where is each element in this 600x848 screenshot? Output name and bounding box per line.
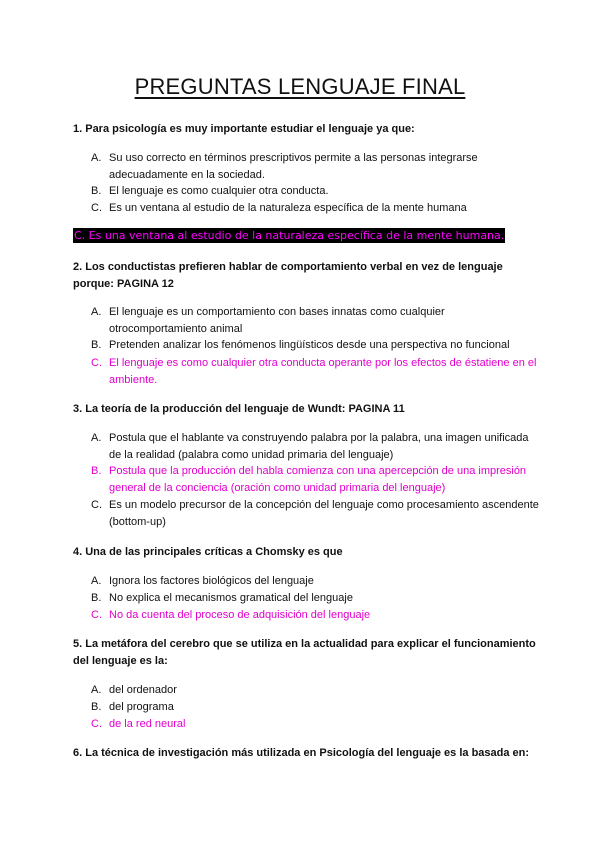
option-text: Su uso correcto en términos prescriptivos permite a las personas integrarse adecuadamente en la sociedad. [109, 152, 478, 181]
option-letter: C. [91, 718, 102, 730]
option-letter: C. [91, 499, 102, 511]
question-3: 3. La teoría de la producción del lenguaje de Wundt: PAGINA 11 [73, 403, 405, 415]
option-letter: A. [91, 432, 102, 444]
question-5-option-c [91, 716, 541, 733]
option-letter: A. [91, 306, 102, 318]
option-letter: B. [91, 592, 102, 604]
option-letter: B. [91, 339, 102, 351]
option-text: No explica el mecanismos gramatical del lenguaje [109, 592, 353, 604]
option-letter: B. [91, 465, 102, 477]
question-1-option-c [91, 200, 541, 217]
option-letter: C. [91, 202, 102, 214]
question-4-option-a [91, 573, 541, 590]
question-4: 4. Una de las principales críticas a Chomsky es que [73, 546, 343, 558]
option-text: Pretenden analizar los fenómenos lingüísticos desde una perspectiva no funcional [109, 339, 510, 351]
question-2-option-a [91, 304, 541, 338]
question-2-option-b [91, 337, 541, 354]
option-letter: A. [91, 575, 102, 587]
question-1-option-a [91, 150, 541, 184]
question-3-option-a [91, 430, 541, 464]
question-6: 6. La técnica de investigación más utilizada en Psicología del lenguaje es la basada en: [73, 747, 530, 759]
option-letter: A. [91, 152, 102, 164]
question-4-option-b [91, 590, 541, 607]
option-text: del programa [109, 701, 174, 713]
question-5-option-a [91, 682, 541, 699]
option-letter: C. [91, 609, 102, 621]
option-text: Es un ventana al estudio de la naturaleza específica de la mente humana [109, 202, 467, 214]
question-3-option-b [91, 463, 541, 497]
option-text: El lenguaje es un comportamiento con bases innatas como cualquier otrocomportamiento animal [109, 306, 445, 335]
option-text: El lenguaje es como cualquier otra conducta operante por los efectos de éstatiene en el ambiente. [109, 357, 537, 386]
option-text: El lenguaje es como cualquier otra conducta. [109, 185, 329, 197]
question-4-option-c [91, 607, 541, 624]
option-text: No da cuenta del proceso de adquisición del lenguaje [109, 609, 371, 621]
question-2-option-c [91, 355, 541, 389]
question-5: 5. La metáfora del cerebro que se utiliza en la actualidad para explicar el funcionamiento del lenguaje es la: [73, 638, 536, 667]
question-1: 1. Para psicología es muy importante estudiar el lenguaje ya que: [73, 123, 415, 135]
question-2: 2. Los conductistas prefieren hablar de comportamiento verbal en vez de lenguaje porque: PAGINA 12 [73, 261, 503, 290]
question-3-option-c [91, 497, 541, 531]
option-text: Postula que el hablante va construyendo palabra por la palabra, una imagen unificada de la realidad (palabra como unidad primaria del lenguaje) [109, 432, 529, 461]
option-letter: B. [91, 701, 102, 713]
document-title: PREGUNTAS LENGUAJE FINAL [134, 74, 466, 99]
option-text: Es un modelo precursor de la concepción del lenguaje como procesamiento ascendente (bottom-up) [109, 499, 539, 528]
question-1-option-b [91, 183, 541, 200]
question-5-option-b [91, 699, 541, 716]
option-text: de la red neural [109, 718, 186, 730]
option-text: Ignora los factores biológicos del lenguaje [109, 575, 314, 587]
option-letter: B. [91, 185, 102, 197]
option-text: del ordenador [109, 684, 177, 696]
question-1-highlighted-answer: C. Es una ventana al estudio de la naturaleza específica de la mente humana. [74, 229, 505, 242]
option-letter: C. [91, 357, 102, 369]
option-letter: A. [91, 684, 102, 696]
option-text: Postula que la producción del habla comienza con una apercepción de una impresión general de la conciencia (oración como unidad primaria del lenguaje) [109, 465, 527, 494]
